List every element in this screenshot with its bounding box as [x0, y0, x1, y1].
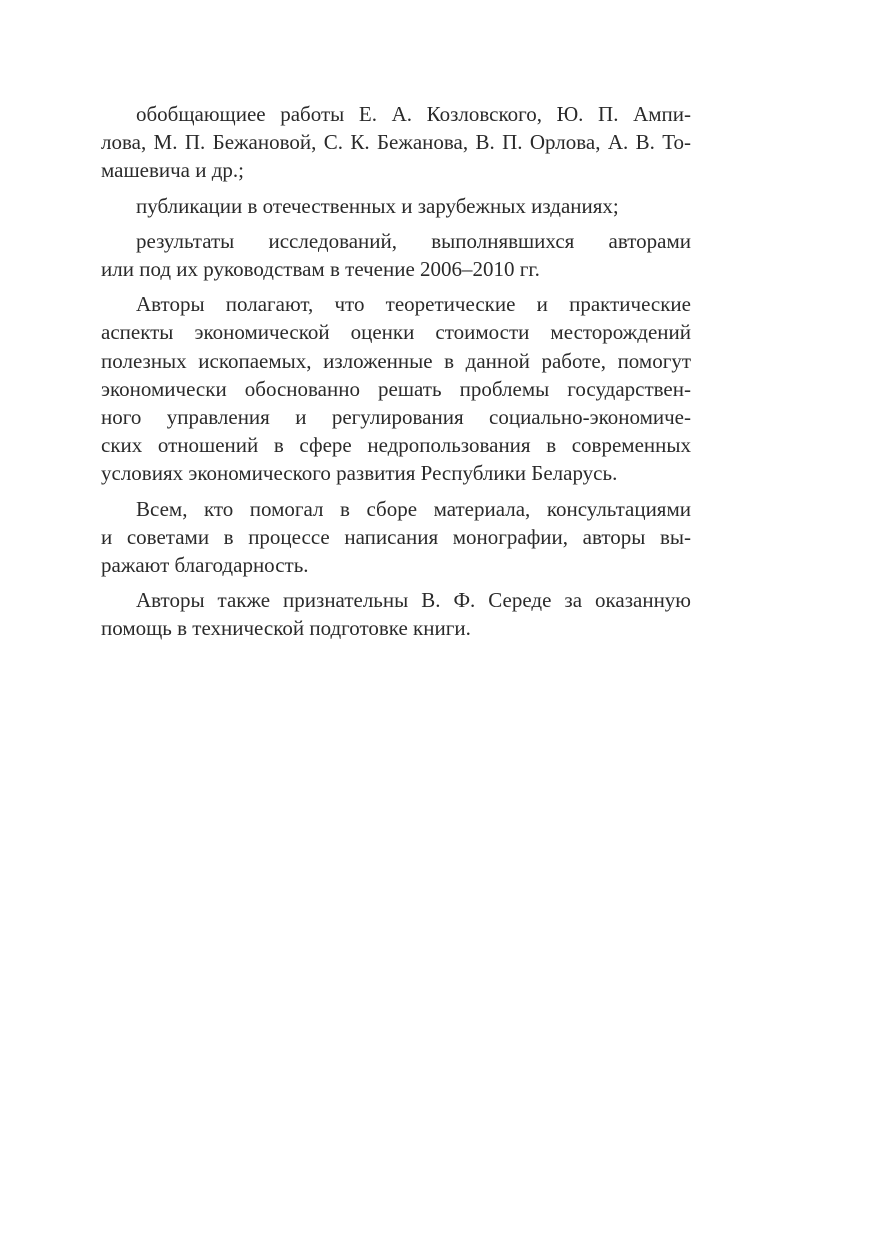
- text-line: Авторы также признательны В. Ф. Середе за оказанную: [136, 588, 691, 613]
- text-line: ражают благодарность.: [101, 553, 309, 578]
- paragraph-sources-research: [101, 227, 691, 283]
- text-line: машевича и др.;: [101, 158, 245, 183]
- text-line: условиях экономического развития Республики Беларусь.: [101, 461, 618, 486]
- text-line: публикации в отечественных и зарубежных изданиях;: [136, 193, 619, 218]
- paragraph-sources-works: [101, 100, 691, 185]
- text-line: полезных ископаемых, изложенные в данной работе, помогут: [101, 348, 691, 373]
- paragraph-authors-believe: [101, 290, 691, 487]
- text-line: Всем, кто помогал в сборе материала, консультациями: [136, 496, 691, 521]
- text-line: помощь в технической подготовке книги.: [101, 616, 471, 641]
- paragraph-sources-publications: [101, 192, 691, 220]
- paragraph-gratitude: [101, 495, 691, 580]
- text-line: или под их руководствам в течение 2006–2010 гг.: [101, 257, 540, 282]
- body-text: [101, 100, 691, 650]
- text-line: ного управления и регулирования социально-экономиче-: [101, 405, 691, 430]
- text-line: Авторы полагают, что теоретические и практические: [136, 292, 691, 317]
- paragraph-acknowledgement: [101, 586, 691, 642]
- text-line: экономически обоснованно решать проблемы государствен-: [101, 376, 691, 401]
- text-line: результаты исследований, выполнявшихся авторами: [136, 228, 691, 253]
- text-line: ских отношений в сфере недропользования в современных: [101, 433, 691, 458]
- text-line: аспекты экономической оценки стоимости месторождений: [101, 320, 691, 345]
- text-line: и советами в процессе написания монографии, авторы вы-: [101, 524, 691, 549]
- text-line: обобщающиее работы Е. А. Козловского, Ю. П. Ампи-: [136, 102, 691, 126]
- text-line: лова, М. П. Бежановой, С. К. Бежанова, В. П. Орлова, А. В. То-: [101, 130, 691, 155]
